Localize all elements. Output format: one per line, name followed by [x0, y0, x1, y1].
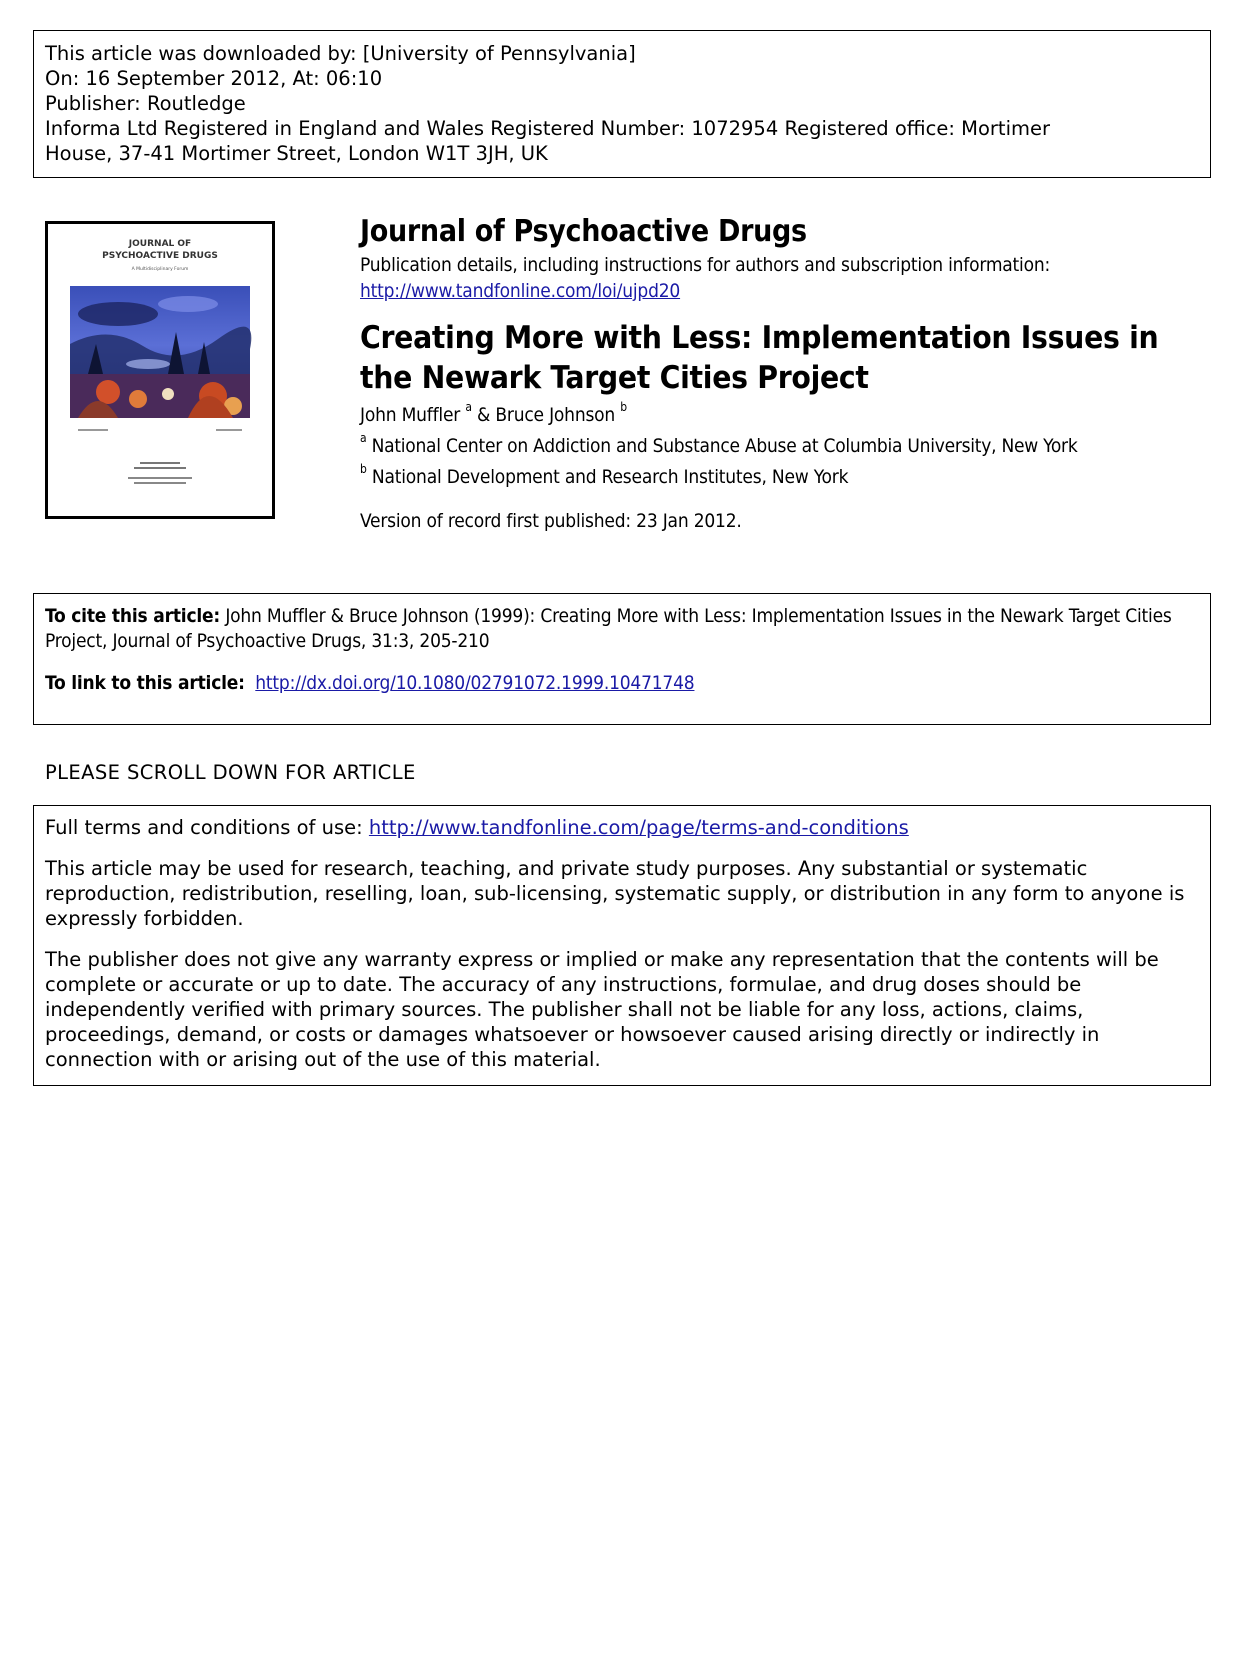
affiliation-b-marker: b — [360, 462, 367, 476]
download-line-institution: This article was downloaded by: [University of Pennsylvania] — [45, 42, 636, 65]
author-1-name: John Muffler — [360, 404, 461, 426]
article-link-line — [45, 671, 1199, 696]
journal-cover-image[interactable] — [45, 221, 275, 519]
terms-label: Full terms and conditions of use: — [45, 816, 369, 839]
authors-line — [360, 400, 627, 426]
citation-line — [45, 604, 1199, 654]
affiliation-a-text: National Center on Addiction and Substance Abuse at Columbia University, New York — [371, 435, 1078, 457]
author-1-affiliation-marker: a — [465, 400, 472, 414]
author-separator: & — [471, 404, 496, 426]
terms-link[interactable]: http://www.tandfonline.com/page/terms-and-conditions — [368, 816, 909, 839]
affiliation-b — [360, 462, 849, 488]
version-of-record: Version of record first published: 23 Jan 2012. — [360, 510, 742, 532]
download-info-box — [33, 30, 1211, 178]
citation-text: John Muffler & Bruce Johnson (1999): Creating More with Less: Implementation Issues in the Newark Target Cities Project, Journal of Psychoactive Drugs, 31:3, 205-210 — [45, 605, 1172, 652]
journal-title: Journal of Psychoactive Drugs — [360, 214, 807, 249]
author-2-affiliation-marker: b — [620, 400, 627, 414]
author-2-name: Bruce Johnson — [495, 404, 616, 426]
terms-box — [33, 805, 1211, 1086]
affiliation-a — [360, 431, 1078, 457]
cover-title-line1: JOURNAL OF — [128, 239, 192, 249]
download-line-date: On: 16 September 2012, At: 06:10 — [45, 67, 383, 90]
citation-label: To cite this article: — [45, 605, 221, 627]
publication-details: Publication details, including instructions for authors and subscription information: — [360, 254, 1051, 276]
cover-title-line2: PSYCHOACTIVE DRUGS — [102, 251, 218, 261]
download-line-registration: Informa Ltd Registered in England and Wales Registered Number: 1072954 Registered office: Mortimer — [45, 117, 1050, 140]
citation-box — [33, 593, 1211, 725]
article-doi-link[interactable]: http://dx.doi.org/10.1080/02791072.1999.10471748 — [255, 672, 695, 694]
terms-disclaimer-paragraph: The publisher does not give any warranty express or implied or make any representation that the contents will be complete or accurate or up to date. The accuracy of any instructions, formulae, and drug doses should be independently verified with primary sources. The publisher shall not be liable for any loss, actions, claims, proceedings, demand, or costs or damages whatsoever or howsoever caused arising directly or indirectly in connection with or arising out of the use of this material. — [45, 948, 1159, 1071]
journal-url-link[interactable]: http://www.tandfonline.com/loi/ujpd20 — [360, 280, 681, 302]
cover-artwork — [48, 224, 272, 516]
download-line-publisher: Publisher: Routledge — [45, 92, 246, 115]
article-link-label: To link to this article: — [45, 672, 245, 694]
article-title: Creating More with Less: Implementation Issues in the Newark Target Cities Project — [360, 320, 1159, 396]
terms-line — [45, 815, 1199, 840]
journal-url-container — [360, 280, 680, 302]
terms-usage-paragraph: This article may be used for research, teaching, and private study purposes. Any substantial or systematic reproduction, redistribution, reselling, loan, sub-licensing, systematic supply, or distribution in any form to anyone is expressly forbidden. — [45, 857, 1185, 930]
affiliation-b-text: National Development and Research Institutes, New York — [371, 466, 849, 488]
scroll-down-notice: PLEASE SCROLL DOWN FOR ARTICLE — [45, 761, 416, 784]
affiliation-a-marker: a — [360, 431, 367, 445]
cover-subtitle: A Multidisciplinary Forum — [131, 267, 189, 272]
download-line-address: House, 37-41 Mortimer Street, London W1T 3JH, UK — [45, 142, 548, 165]
